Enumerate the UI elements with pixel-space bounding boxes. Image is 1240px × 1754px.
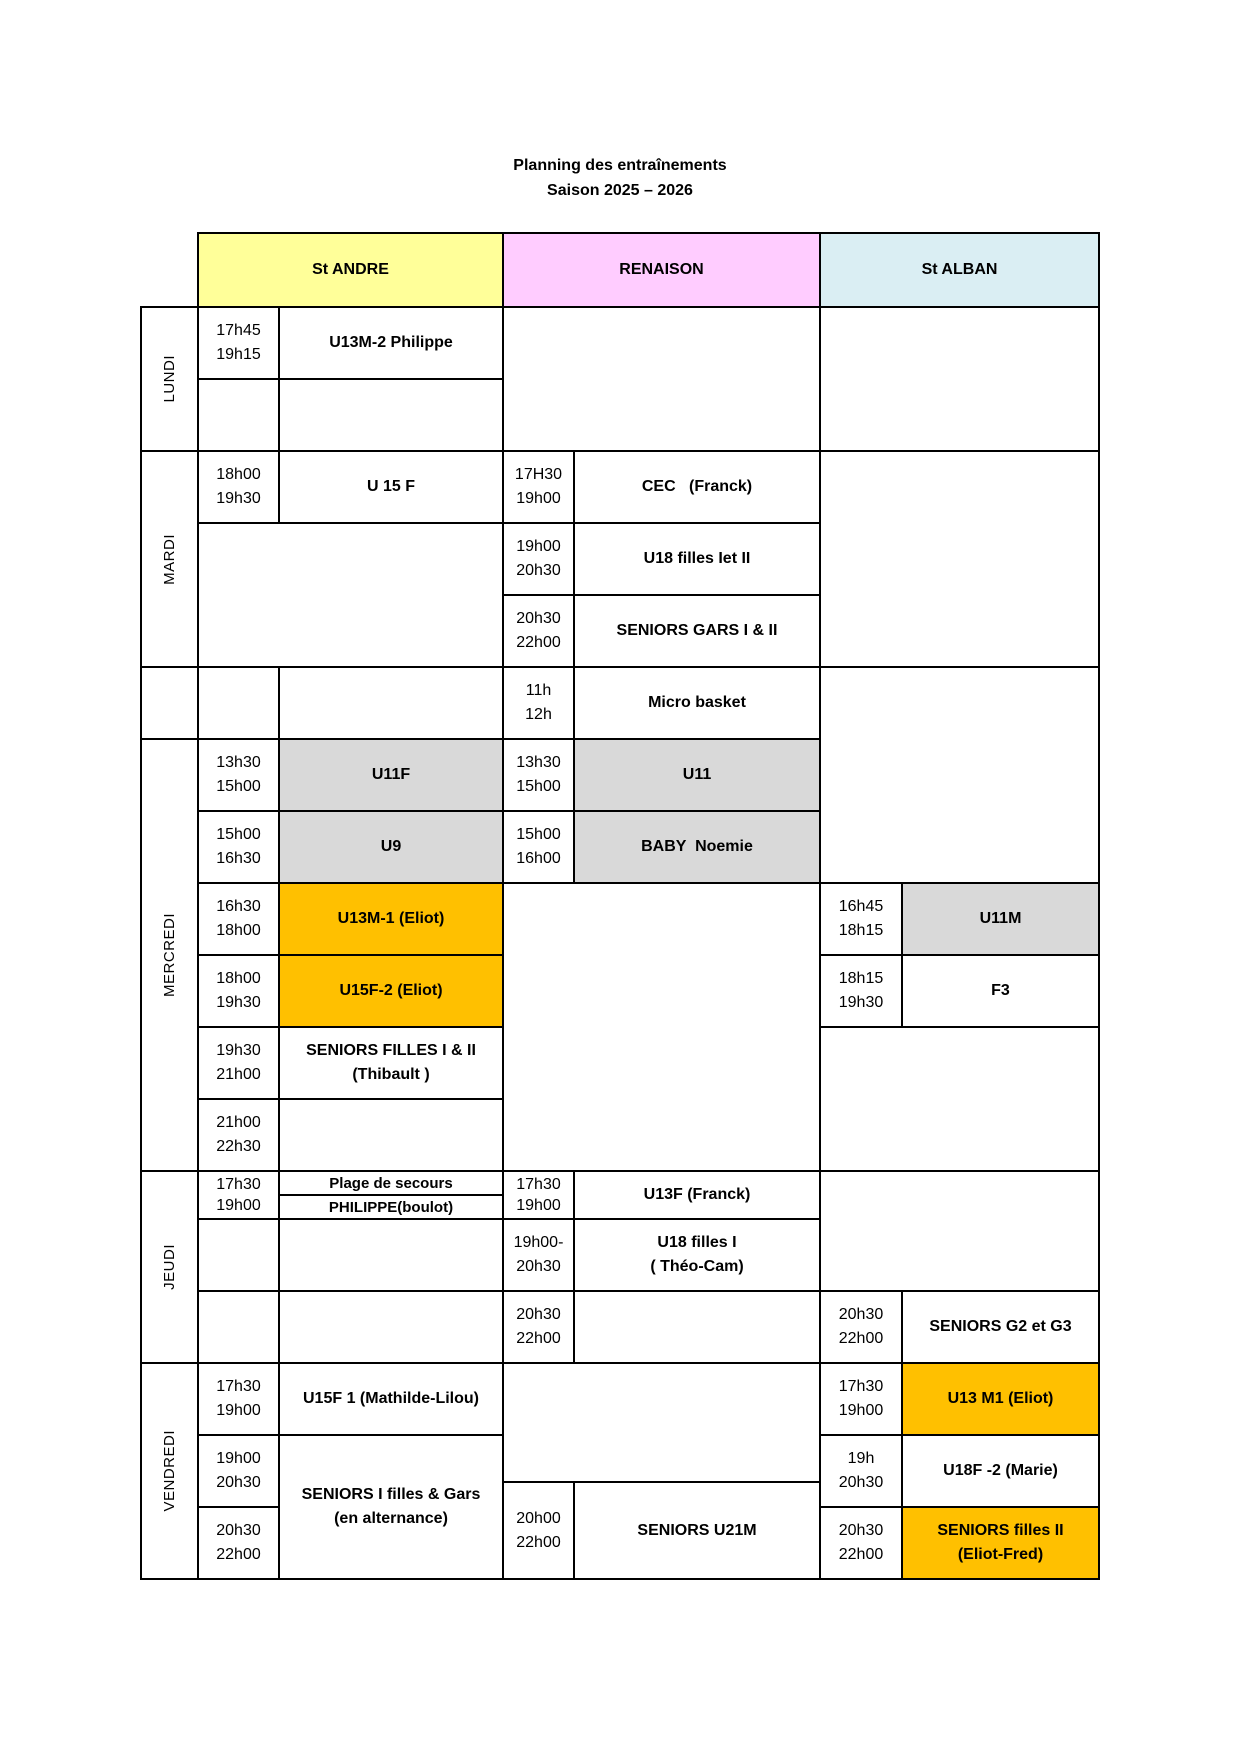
st-andre-vendredi-slot-2-time [197,1434,280,1508]
training-group: SENIORS U21M [637,1521,757,1539]
st-andre-mercredi-slot-2-group [278,810,504,884]
start-time: 19h00- [513,1234,564,1251]
st-andre-mercredi-slot-6-time [197,1098,280,1172]
start-time: 17H30 [514,466,563,483]
st-andre-jeudi-slot-1-time [197,1170,280,1220]
start-time: 15h00 [216,826,261,843]
end-time: 15h00 [216,778,261,795]
empty-cell [197,1290,280,1364]
venue-name: St ANDRE [312,261,389,278]
start-time: 20h30 [838,1522,884,1539]
renaison-mercredi-slot-2-time [502,810,575,884]
document-title-block [0,153,1240,203]
day-cell-mercredi [140,738,199,1172]
empty-cell [278,666,504,740]
renaison-unlabeled-slot-1-time [502,666,575,740]
coach-note: (Eliot-Fred) [957,1546,1044,1563]
st-alban-vendredi-slot-3-time [819,1506,903,1580]
training-group: U13 M1 (Eliot) [947,1390,1054,1407]
st-alban-vendredi-slot-3-group [901,1506,1100,1580]
empty-cell [502,882,821,1172]
end-time: 22h00 [838,1330,884,1347]
st-alban-vendredi-slot-1-time [819,1362,903,1436]
st-andre-vendredi-slot-1-group [278,1362,504,1436]
end-time: 21h00 [216,1066,261,1083]
renaison-jeudi-slot-2-group [573,1218,821,1292]
end-time: 18h15 [838,922,884,939]
end-time: 22h30 [216,1138,261,1155]
st-alban-jeudi-slot-1-time [819,1290,903,1364]
st-andre-vendredi-slot-3-time [197,1506,280,1580]
day-cell-lundi [140,306,199,452]
renaison-mercredi-slot-2-group [573,810,821,884]
start-time: 17h30 [216,1378,261,1395]
empty-cell [278,1218,504,1292]
start-time: 20h30 [216,1522,261,1539]
st-andre-vendredi-shared-group [278,1434,504,1580]
start-time: 20h30 [516,1306,561,1323]
empty-cell [197,522,504,668]
end-time: 15h00 [516,778,561,795]
renaison-unlabeled-slot-1-group [573,666,821,740]
start-time: 17h30 [838,1378,884,1395]
end-time: 16h30 [216,850,261,867]
start-time: 19h [847,1450,875,1467]
st-andre-mercredi-slot-5-group [278,1026,504,1100]
st-andre-mercredi-slot-4-time [197,954,280,1028]
end-time: 20h30 [216,1474,261,1491]
end-time: 20h30 [516,562,561,579]
start-time: 20h30 [838,1306,884,1323]
training-group: F3 [991,982,1010,999]
st-andre-mercredi-slot-2-time [197,810,280,884]
training-group: SENIORS FILLES I & II [306,1042,476,1059]
st-andre-mercredi-slot-3-time [197,882,280,956]
training-group: CEC (Franck) [641,478,753,495]
end-time: 22h00 [516,1330,561,1347]
start-time: 11h [525,682,552,699]
renaison-vendredi-slot-1-time [502,1481,575,1580]
empty-cell [502,306,821,452]
end-time: 22h00 [838,1546,884,1563]
end-time: 19h00 [838,1402,884,1419]
st-andre-jeudi-slot-1-group [278,1170,504,1196]
st-andre-mercredi-slot-4-group [278,954,504,1028]
empty-cell [819,1026,1100,1172]
venue-name: St ALBAN [921,261,998,278]
st-alban-mercredi-slot-1-time [819,882,903,956]
renaison-mercredi-slot-1-group [573,738,821,812]
start-time: 19h00 [516,538,561,555]
day-label: VENDREDI [161,1430,178,1512]
end-time: 19h00 [516,1197,561,1214]
day-cell-jeudi [140,1170,199,1364]
st-andre-mercredi-slot-3-group [278,882,504,956]
day-label: JEUDI [161,1244,178,1290]
empty-cell [197,666,280,740]
venue-name: RENAISON [619,261,704,278]
st-alban-vendredi-slot-1-group [901,1362,1100,1436]
st-andre-vendredi-slot-1-time [197,1362,280,1436]
renaison-jeudi-slot-2-time [502,1218,575,1292]
end-time: 22h00 [216,1546,261,1563]
training-group: U13M-2 Philippe [329,334,453,351]
start-time: 17h45 [216,322,261,339]
training-group: U11F [371,766,411,783]
training-group: U18 filles I [657,1234,737,1251]
start-time: 19h00 [216,1450,261,1467]
start-time: 16h30 [216,898,261,915]
coach-note: PHILIPPE(boulot) [328,1198,454,1216]
venue-header-st-andre [197,232,504,308]
renaison-jeudi-slot-3-time [502,1290,575,1364]
start-time: 17h30 [516,1176,561,1193]
start-time: 18h15 [838,970,884,987]
empty-cell [819,306,1100,452]
training-group: U9 [380,838,402,855]
start-time: 20h00 [516,1509,561,1527]
training-group: U13M-1 (Eliot) [337,910,445,927]
training-group: U15F 1 (Mathilde-Lilou) [303,1390,479,1407]
st-alban-vendredi-slot-2-time [819,1434,903,1508]
venue-header-renaison [502,232,821,308]
st-andre-mercredi-slot-1-time [197,738,280,812]
empty-cell [197,378,280,452]
end-time: 20h30 [838,1474,884,1491]
renaison-mardi-slot-1-group [573,450,821,524]
st-alban-jeudi-slot-1-group [901,1290,1100,1364]
st-andre-jeudi-slot-1-note [278,1194,504,1220]
end-time: 18h00 [216,922,261,939]
training-group: SENIORS filles II [937,1522,1064,1539]
end-time: 12h [525,706,552,723]
start-time: 20h30 [516,610,561,627]
renaison-mardi-slot-3-group [573,594,821,668]
start-time: 13h30 [216,754,261,771]
renaison-mercredi-slot-1-time [502,738,575,812]
empty-cell [573,1290,821,1364]
day-label: LUNDI [161,355,178,403]
day-label: MERCREDI [161,912,178,997]
start-time: 15h00 [516,826,561,843]
empty-cell [502,1362,821,1483]
end-time: 22h00 [516,1533,561,1551]
training-group: Micro basket [648,694,746,711]
training-group: SENIORS I filles & Gars [301,1486,481,1503]
st-alban-vendredi-slot-2-group [901,1434,1100,1508]
training-group: Plage de secours [329,1174,453,1192]
training-group: U 15 F [366,478,415,495]
renaison-vendredi-slot-1-group [573,1481,821,1580]
renaison-jeudi-slot-1-time [502,1170,575,1220]
day-cell-unlabeled [140,666,199,740]
start-time: 13h30 [516,754,561,771]
empty-cell [819,450,1100,668]
end-time: 19h15 [216,346,261,363]
empty-cell [197,1218,280,1292]
end-time: 19h00 [516,490,561,507]
empty-cell [819,666,1100,884]
empty-cell [819,1170,1100,1292]
renaison-mardi-slot-1-time [502,450,575,524]
renaison-mardi-slot-3-time [502,594,575,668]
coach-note: (Thibault ) [352,1066,430,1083]
empty-cell [278,1290,504,1364]
training-group: U18F -2 (Marie) [943,1462,1058,1479]
st-alban-mercredi-slot-2-group [901,954,1100,1028]
end-time: 19h30 [216,490,261,507]
renaison-mardi-slot-2-time [502,522,575,596]
st-andre-mercredi-slot-1-group [278,738,504,812]
end-time: 19h30 [838,994,884,1011]
end-time: 20h30 [516,1258,561,1275]
renaison-mardi-slot-2-group [573,522,821,596]
training-group: U11 [682,766,712,783]
training-group: SENIORS G2 et G3 [929,1318,1072,1335]
st-alban-mercredi-slot-1-group [901,882,1100,956]
coach-note: ( Théo-Cam) [650,1258,744,1275]
st-alban-mercredi-slot-2-time [819,954,903,1028]
start-time: 17h30 [216,1176,261,1193]
st-andre-lundi-slot-1-time [197,306,280,380]
training-group: U18 filles Iet II [643,550,751,567]
day-label: MARDI [161,533,178,585]
empty-cell [278,1098,504,1172]
training-group: BABY Noemie [641,838,753,855]
empty-cell [278,378,504,452]
start-time: 18h00 [216,970,261,987]
season-subtitle: Saison 2025 – 2026 [547,182,693,199]
training-group: U11M [979,910,1022,927]
start-time: 16h45 [838,898,884,915]
st-andre-mercredi-slot-5-time [197,1026,280,1100]
end-time: 19h00 [216,1402,261,1419]
day-cell-mardi [140,450,199,668]
start-time: 19h30 [216,1042,261,1059]
end-time: 16h00 [516,850,561,867]
end-time: 19h30 [216,994,261,1011]
start-time: 18h00 [216,466,261,483]
day-cell-vendredi [140,1362,199,1580]
st-andre-mardi-slot-1-group [278,450,504,524]
training-group: SENIORS GARS I & II [616,622,778,639]
renaison-jeudi-slot-1-group [573,1170,821,1220]
end-time: 19h00 [216,1197,261,1214]
st-andre-mardi-slot-1-time [197,450,280,524]
venue-header-st-alban [819,232,1100,308]
document-title: Planning des entraînements [513,157,727,174]
training-group: U15F-2 (Eliot) [339,982,443,999]
training-group: U13F (Franck) [643,1186,751,1203]
group-note: (en alternance) [334,1510,448,1527]
end-time: 22h00 [516,634,561,651]
st-andre-lundi-slot-1-group [278,306,504,380]
start-time: 21h00 [216,1114,261,1131]
